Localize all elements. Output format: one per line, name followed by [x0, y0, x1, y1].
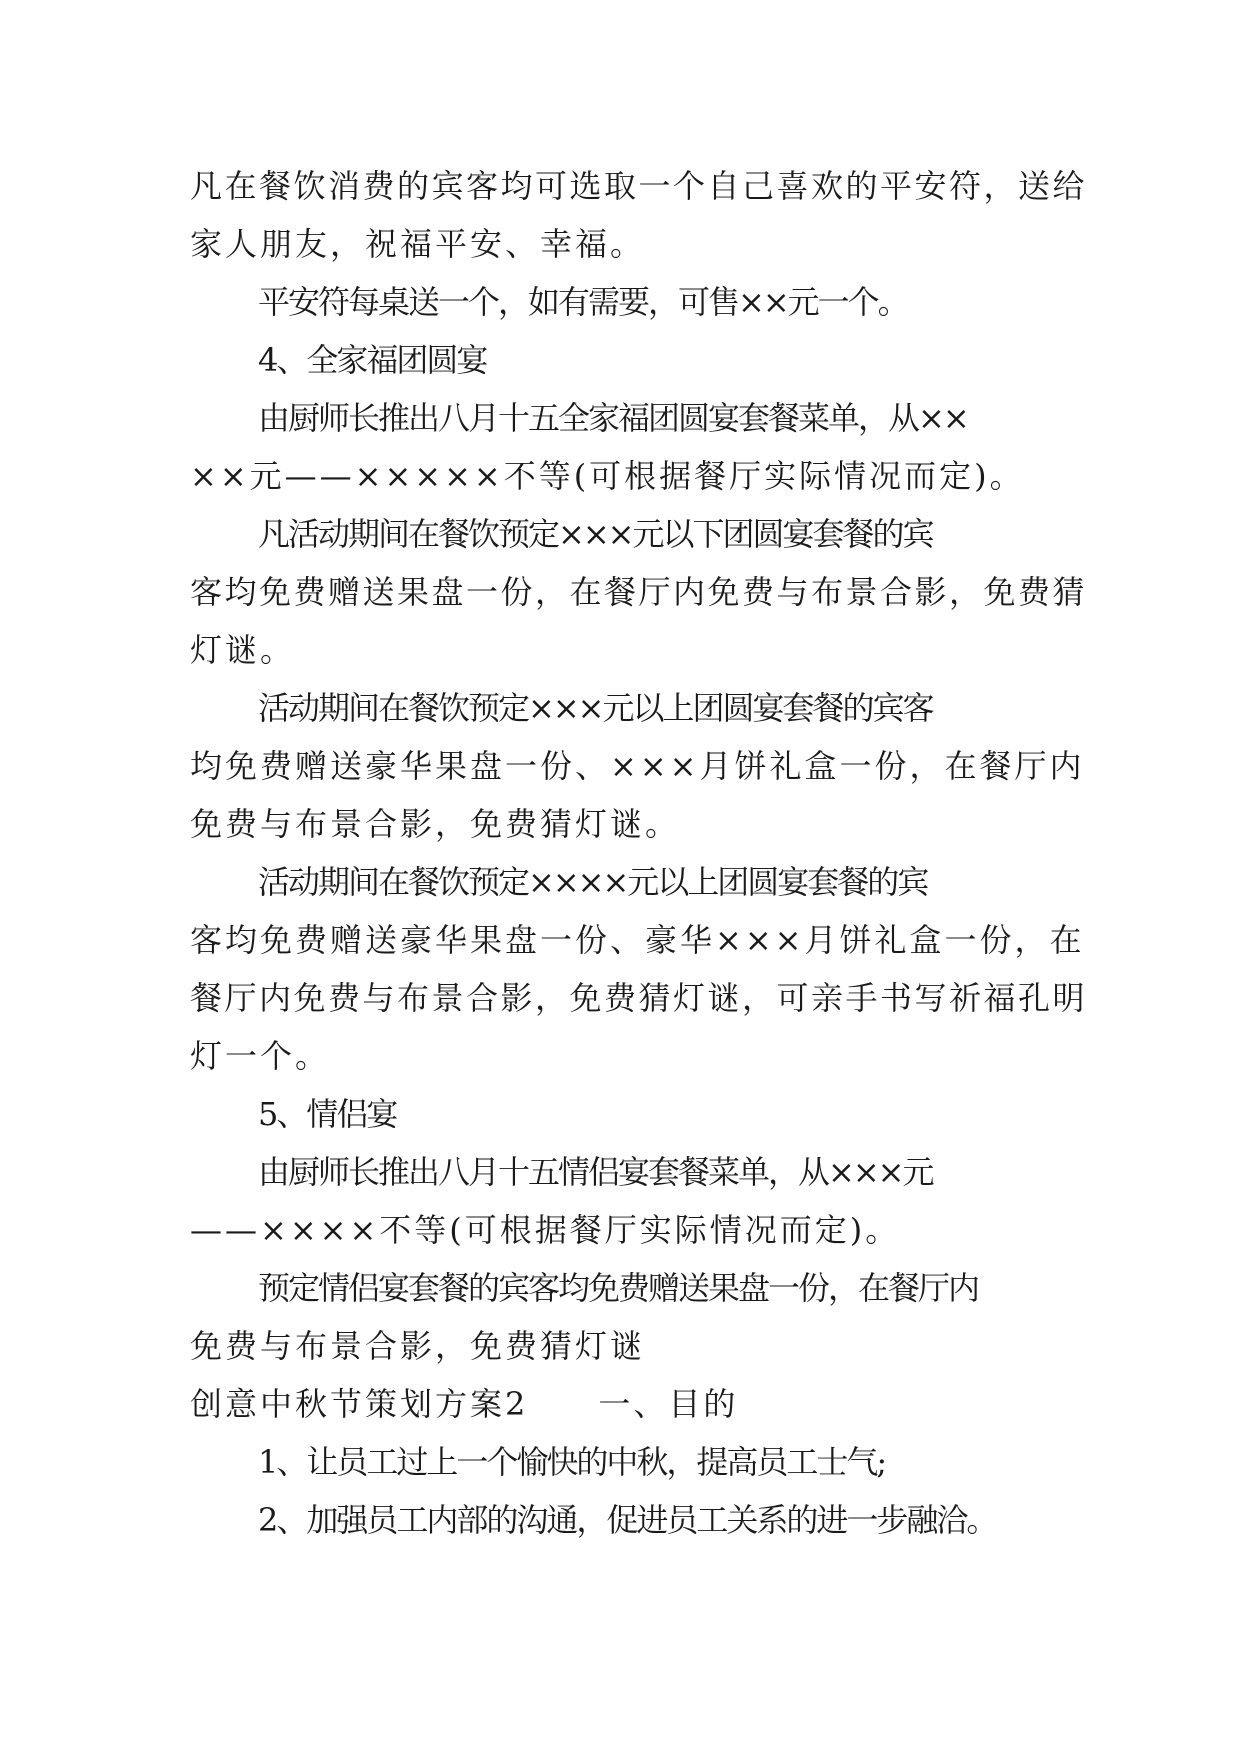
- paragraph-line: 灯一个。: [190, 1037, 331, 1075]
- paragraph-line: 由厨师长推出八月十五全家福团圆宴套餐菜单，从××: [258, 399, 968, 437]
- paragraph-line: 1、让员工过上一个愉快的中秋，提高员工士气;: [258, 1443, 886, 1481]
- paragraph-line: 客均免费赠送豪华果盘一份、豪华×××月饼礼盒一份，在: [190, 921, 1085, 959]
- paragraph-line: 免费与布景合影，免费猜灯谜。: [190, 805, 681, 843]
- paragraph-line: 灯谜。: [190, 631, 296, 669]
- paragraph-line: 餐厅内免费与布景合影，免费猜灯谜，可亲手书写祈福孔明: [190, 979, 1088, 1017]
- paragraph-line: 凡活动期间在餐饮预定×××元以下团圆宴套餐的宾: [258, 515, 933, 553]
- paragraph-line: 均免费赠送豪华果盘一份、×××月饼礼盒一份，在餐厅内: [190, 747, 1085, 785]
- section-heading: 4、全家福团圆宴: [258, 341, 487, 379]
- paragraph-line: ——××××不等(可根据餐厅实际情况而定)。: [190, 1211, 901, 1249]
- paragraph-line: 活动期间在餐饮预定×××元以上团圆宴套餐的宾客: [258, 689, 933, 727]
- section-heading: 5、情侣宴: [258, 1095, 397, 1133]
- paragraph-line: ××元——×××××不等(可根据餐厅实际情况而定)。: [190, 457, 1025, 495]
- paragraph-line: 免费与布景合影，免费猜灯谜: [190, 1327, 646, 1365]
- paragraph-line: 凡在餐饮消费的宾客均可选取一个自己喜欢的平安符，送给: [190, 167, 1088, 205]
- paragraph-line: 预定情侣宴套餐的宾客均免费赠送果盘一份，在餐厅内: [258, 1269, 979, 1307]
- paragraph-line: 家人朋友，祝福平安、幸福。: [190, 225, 646, 263]
- paragraph-line: 由厨师长推出八月十五情侣宴套餐菜单，从×××元: [258, 1153, 933, 1191]
- paragraph-line: 2、加强员工内部的沟通，促进员工关系的进一步融洽。: [258, 1501, 997, 1539]
- paragraph-line: 活动期间在餐饮预定××××元以上团圆宴套餐的宾: [258, 863, 928, 901]
- plan-title-heading: 创意中秋节策划方案2 一、目的: [190, 1385, 739, 1423]
- paragraph-line: 平安符每桌送一个，如有需要，可售××元一个。: [258, 283, 908, 321]
- paragraph-line: 客均免费赠送果盘一份，在餐厅内免费与布景合影，免费猜: [190, 573, 1088, 611]
